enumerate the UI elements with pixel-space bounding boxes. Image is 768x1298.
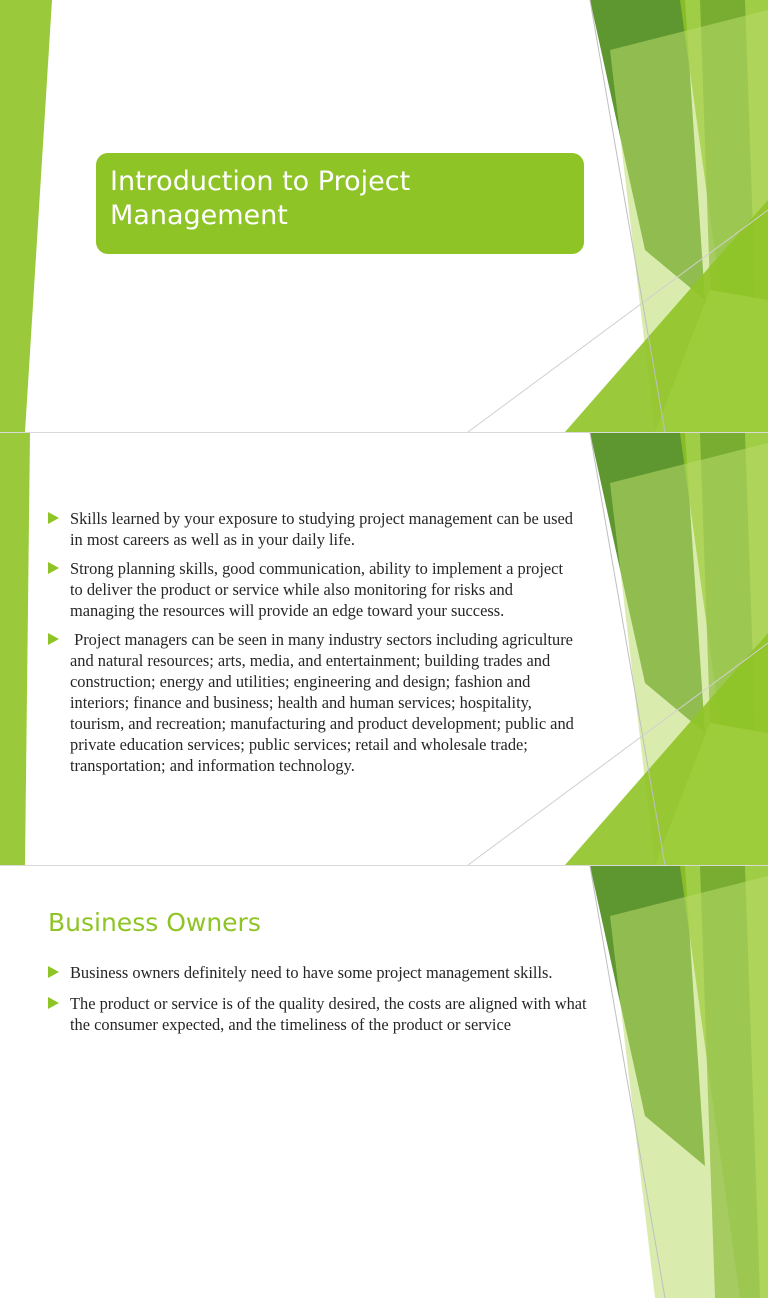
bullet-arrow-icon: [48, 562, 59, 574]
slide-2: [0, 433, 768, 865]
bullet-list: [48, 962, 593, 1045]
bullet-text: Project managers can be seen in many industry sectors including agriculture and natural resources; arts, media, and entertainment; building trades and construction; energy and utilities; engineering and design; fashion and interiors; finance and business; health and human services; hospitality, tourism, and recreation; manufacturing and product development; public and private education services; public services; retail and wholesale trade; transportation; and information technology.: [70, 630, 578, 775]
bullet-text: Business owners definitely need to have some project management skills.: [70, 963, 553, 982]
list-item: [48, 508, 578, 550]
slide-heading: Business Owners: [48, 908, 261, 937]
bullet-arrow-icon: [48, 512, 59, 524]
bullet-text: Strong planning skills, good communication, ability to implement a project to deliver the product or service while also monitoring for risks and managing the resources will provide an edge toward your success.: [70, 559, 564, 620]
bullet-text: The product or service is of the quality desired, the costs are aligned with what the consumer expected, and the timeliness of the product or service: [70, 994, 587, 1034]
list-item: [48, 993, 593, 1035]
title-box: [96, 153, 584, 254]
bullet-arrow-icon: [48, 966, 59, 978]
list-item: [48, 558, 578, 621]
slide-title: Introduction to Project Management: [110, 166, 411, 231]
list-item: [48, 962, 593, 983]
slide-3: [0, 866, 768, 1034]
bullet-arrow-icon: [48, 997, 59, 1009]
bullet-text: Skills learned by your exposure to studying project management can be used in most careers as well as in your daily life.: [70, 509, 573, 549]
bullet-list: [48, 508, 578, 784]
bullet-arrow-icon: [48, 633, 59, 645]
slide-1: [0, 0, 768, 432]
list-item: [48, 629, 578, 776]
